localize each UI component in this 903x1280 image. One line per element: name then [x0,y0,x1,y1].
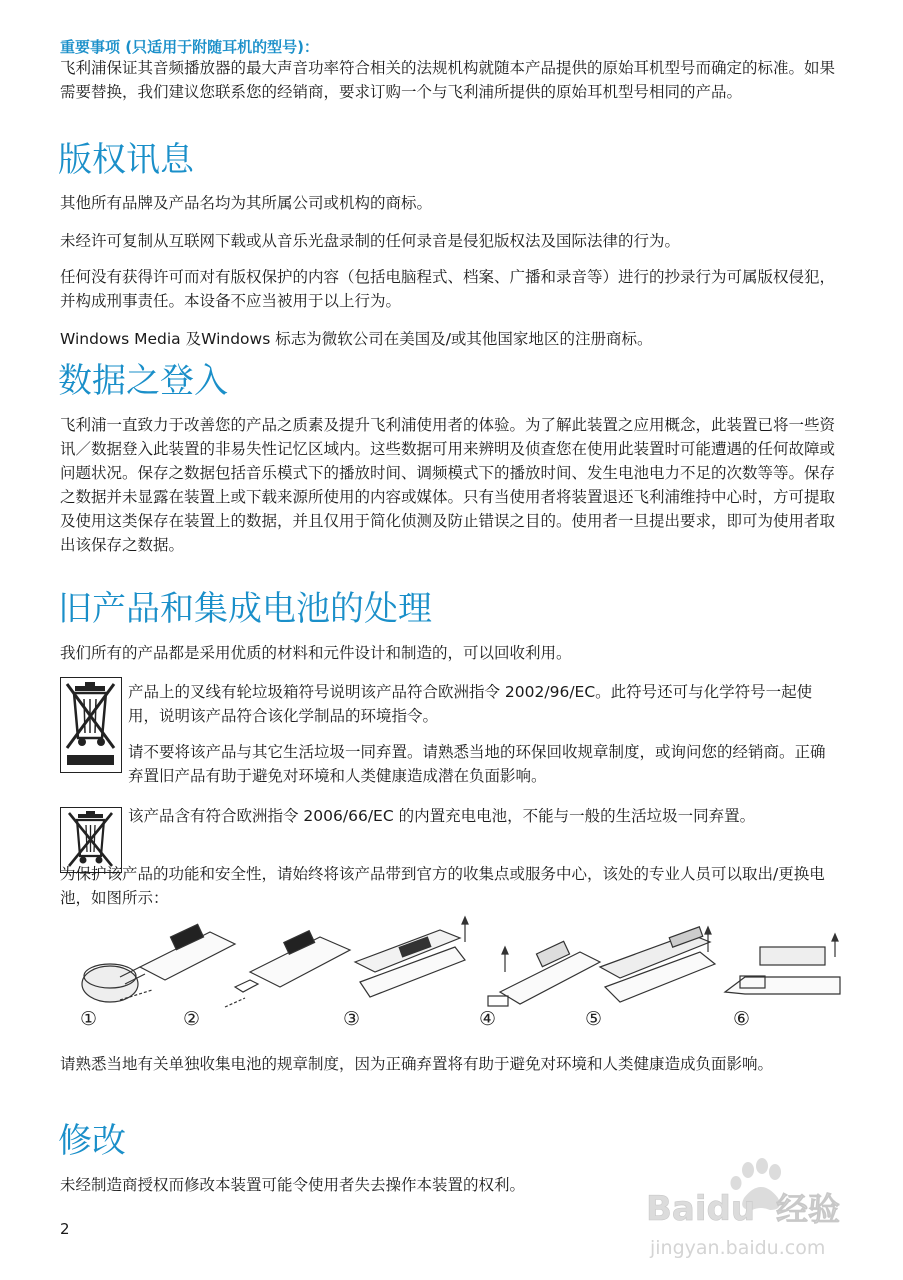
data-logging-heading: 数据之登入 [58,361,228,401]
weee-text-2: 请不要将该产品与其它生活垃圾一同弃置。请熟悉当地的环保回收规章制度，或询问您的经销商。正确弃置旧产品有助于避免对环境和人类健康造成潜在负面影响。 [128,743,826,785]
important-title: 重要事项 (只适用于附随耳机的型号)： [60,38,319,56]
modification-text: 未经制造商授权而修改本装置可能令使用者失去操作本装置的权利。 [60,1176,526,1194]
watermark-brand-cn: 经验 [776,1190,841,1228]
weee-text-1: 产品上的叉线有轮垃圾箱符号说明该产品符合欧洲指令 2002/96/EC。此符号还可与化学符号一起使用，说明该产品符合该化学制品的环境指令。 [128,683,813,725]
copyright-p3: 任何没有获得许可而对有版权保护的内容（包括电脑程式、档案、广播和录音等）进行的抄录行为可属版权侵犯，并构成刑事责任。本设备不应当被用于以上行为。 [60,268,836,310]
step-2-drawing [225,931,350,1007]
important-text: 飞利浦保证其音频播放器的最大声音功率符合相关的法规机构就随本产品提供的原始耳机型号而确定的标准。如果需要替换，我们建议您联系您的经销商，要求订购一个与飞利浦所提供的原始耳机型号相同的产品。 [60,59,836,101]
disposal-after-text: 请熟悉当地有关单独收集电池的规章制度，因为正确弃置将有助于避免对环境和人类健康造成负面影响。 [60,1055,774,1073]
step-label-1: ① [80,1008,98,1030]
modification-heading: 修改 [58,1121,126,1161]
battery-text-2: 为保护该产品的功能和安全性，请始终将该产品带到官方的收集点或服务中心，该处的专业人员可以取出/更换电池，如图所示： [60,865,825,907]
battery-removal-illustration [60,912,850,1037]
step-label-3: ③ [343,1008,361,1030]
copyright-p2: 未经许可复制从互联网下载或从音乐光盘录制的任何录音是侵犯版权法及国际法律的行为。 [60,232,681,250]
battery-text-1: 该产品含有符合欧洲指令 2006/66/EC 的内置充电电池，不能与一般的生活垃圾一同弃置。 [128,807,756,825]
copyright-p1: 其他所有品牌及产品名均为其所属公司或机构的商标。 [60,194,433,212]
page-number: 2 [60,1220,70,1238]
copyright-heading: 版权讯息 [58,140,194,180]
step-6-drawing [725,934,840,994]
step-label-5: ⑤ [585,1008,603,1030]
disposal-intro: 我们所有的产品都是采用优质的材料和元件设计和制造的，可以回收利用。 [60,644,572,662]
watermark-brand: Baidu [646,1189,756,1229]
step-1-drawing [82,924,235,1002]
step-label-6: ⑥ [733,1008,751,1030]
step-label-4: ④ [479,1008,497,1030]
watermark-url: jingyan.baidu.com [650,1237,826,1259]
disposal-heading: 旧产品和集成电池的处理 [58,589,432,629]
step-3-drawing [355,917,468,997]
copyright-p4: Windows Media 及Windows 标志为微软公司在美国及/或其他国家地区的注册商标。 [60,330,653,348]
step-label-2: ② [183,1008,201,1030]
step-5-drawing [600,927,715,1002]
data-logging-text: 飞利浦一直致力于改善您的产品之质素及提升飞利浦使用者的体验。为了解此装置之应用概念，此装置已将一些资讯／数据登入此装置的非易失性记忆区域内。这些数据可用来辨明及侦查您在使用此装置时可能遭遇的任何故障或问题状况。保存之数据包括音乐模式下的播放时间、调频模式下的播放时间、发生电池电力不足的次数等等。保存之数据并未显露在装置上或下载来源所使用的内容或媒体。只有当使用者将装置退还飞利浦维持中心时，方可提取及使用这类保存在装置上的数据，并且仅用于简化侦测及防止错误之目的。使用者一旦提出要求，即可为使用者取出该保存之数据。 [60,416,836,554]
weee-bin-icon [60,677,122,773]
baidu-watermark [636,1148,866,1268]
step-4-drawing [488,941,600,1006]
